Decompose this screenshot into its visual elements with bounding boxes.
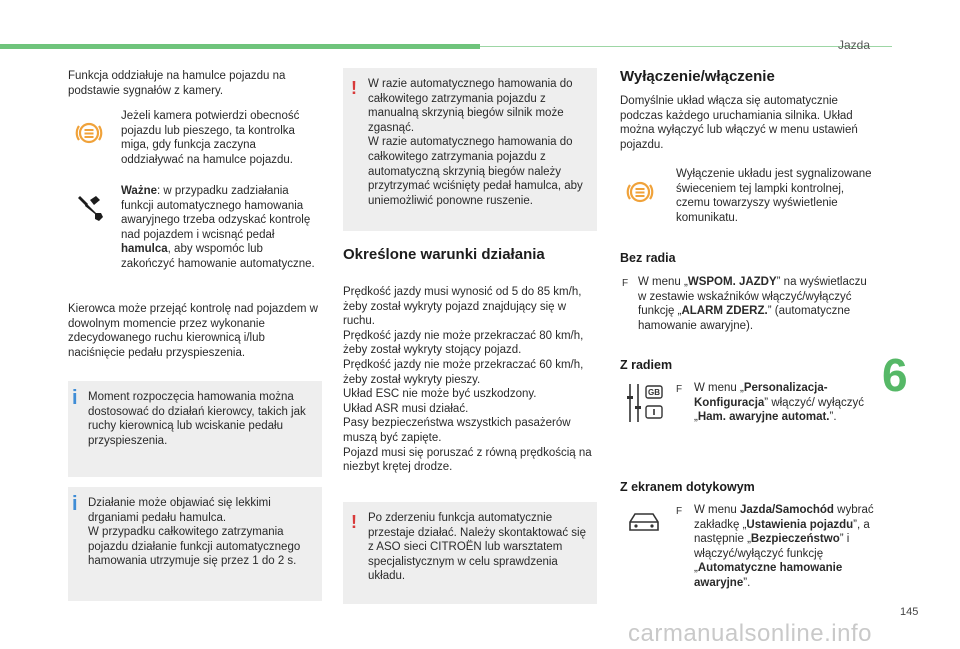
- section-title-onoff: Wyłączenie/włączenie: [620, 68, 775, 85]
- brake-warning-icon: [74, 118, 104, 153]
- language-label: GB: [648, 388, 660, 397]
- info-icon: i: [72, 493, 78, 515]
- bullet-marker: F: [622, 278, 629, 289]
- subtitle-no-radio: Bez radia: [620, 251, 676, 265]
- header-bar: [0, 44, 480, 49]
- chapter-title: Jazda: [838, 38, 871, 52]
- bullet-marker: F: [676, 384, 683, 395]
- info-box-braking-moment: i Moment rozpoczęcia hamowania można dostosować do działań kierowcy, takich jak ruchy kierownicą lub wciskanie pedału przyspieszenia.: [68, 381, 322, 477]
- touchscreen-instructions: W menu Jazda/Samochód wybrać zakładkę „Ustawienia pojazdu”, a następnie „Bezpieczeństwo” i włączyć/wyłączyć funkcję „Automatyczne hamowanie awaryjne”.: [694, 504, 874, 589]
- hand-tool-icon: [74, 192, 106, 229]
- info-icon: i: [72, 387, 78, 409]
- section-title-conditions: Określone warunki działania: [343, 246, 545, 263]
- radio-settings-icon: [624, 382, 664, 429]
- warning-icon: !: [351, 512, 357, 532]
- car-icon: [626, 510, 662, 539]
- indicator-note: Wyłączenie układu jest sygnalizowane świeceniem tej lampki kontrolnej, czemu towarzyszy wyświetlenie komunikatu.: [676, 168, 872, 224]
- subtitle-touchscreen: Z ekranem dotykowym: [620, 480, 755, 494]
- onoff-intro: Domyślnie układ włącza się automatycznie podczas każdego uruchamiania silnika. Układ można wyłączyć lub włączyć w menu ustawień pojazdu.: [620, 95, 858, 151]
- header-rule: [480, 46, 892, 47]
- page-number: 145: [900, 606, 919, 618]
- no-radio-instructions: W menu „WSPOM. JAZDY” na wyświetlaczu w zestawie wskaźników włączyć/wyłączyć funkcję „ALARM ZDERZ.” (automatyczne hamowanie awaryjne).: [638, 276, 867, 332]
- subtitle-radio: Z radiem: [620, 358, 673, 372]
- chapter-number: 6: [882, 349, 908, 401]
- warning-box-collision: ! Po zderzeniu funkcja automatycznie przestaje działać. Należy skontaktować się z ASO sieci CITROËN lub warsztatem specjalistycznym w celu sprawdzenia układu.: [343, 502, 597, 604]
- driver-takeover-text: Kierowca może przejąć kontrolę nad pojazdem w dowolnym momencie przez wykonanie zdecydowanego ruchu kierownicą i/lub naciśnięcie pedału przyspieszenia.: [68, 303, 318, 359]
- info-box-vibration: i Działanie może objawiać się lekkimi drganiami pedału hamulca. W przypadku całkowitego zatrzymania pojazdu działanie funkcji automatycznego hamowania utrzymuje się przez 1 do 2 s.: [68, 487, 322, 601]
- intro-text: Funkcja oddziałuje na hamulce pojazdu na podstawie sygnałów z kamery.: [68, 70, 286, 97]
- radio-instructions: W menu „Personalizacja-Konfiguracja” włączyć/ wyłączyć „Ham. awaryjne automat.”.: [694, 382, 864, 424]
- conditions-text: Prędkość jazdy musi wynosić od 5 do 85 km/h, żeby został wykryty pojazd znajdujący się w ruchu. Prędkość jazdy nie może przekraczać 80 km/h, żeby został wykryty stojący pojazd. Prędkość jazdy nie może przekraczać 60 km/h, żeby został wykryty pieszy. Układ ESC nie może być uszkodzony. Układ ASR musi działać. Pasy bezpieczeństwa wszystkich pasażerów muszą być zapięte. Pojazd musi się poruszać z równą prędkością na niezbyt krętej drodze.: [343, 286, 592, 474]
- important-note: Ważne: w przypadku zadziałania funkcji automatycznego hamowania awaryjnego trzeba odzyskać kontrolę nad pojazdem i wcisnąć pedał hamulca, aby wspomóc lub zakończyć hamowanie automatyczne.: [121, 185, 315, 270]
- warning-box-stop: ! W razie automatycznego hamowania do całkowitego zatrzymania pojazdu z manualną skrzynią biegów silnik może zgasnąć. W razie automatycznego hamowania do całkowitego zatrzymania pojazdu z automatyczną skrzynią biegów należy przytrzymać wciśnięty pedał hamulca, aby uniemożliwić ponowne ruszenie.: [343, 68, 597, 231]
- watermark: carmanualsonline.info: [628, 620, 872, 647]
- brake-indicator-icon: [625, 177, 655, 212]
- warning-icon: !: [351, 78, 357, 98]
- camera-note: Jeżeli kamera potwierdzi obecność pojazdu lub pieszego, ta kontrolka miga, gdy funkcja zaczyna oddziaływać na hamulce pojazdu.: [121, 110, 300, 166]
- bullet-marker: F: [676, 506, 683, 517]
